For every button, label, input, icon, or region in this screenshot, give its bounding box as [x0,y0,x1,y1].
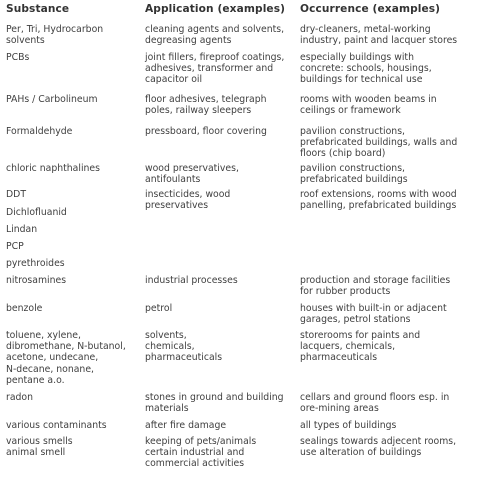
cell-occurrence: sealings towards adjecent rooms, use alteration of buildings [300,436,457,459]
cell-application: cleaning agents and solvents, degreasing agents [145,24,285,47]
cell-substance: Lindan [6,224,38,235]
cell-substance: Formaldehyde [6,126,73,137]
cell-application: petrol [145,303,173,314]
header-substance: Substance [6,3,70,15]
cell-application: stones in ground and building materials [145,392,284,415]
header-application: Application (examples) [145,3,286,15]
cell-substance: PCBs [6,52,30,63]
cell-application: joint fillers, fireproof coatings, adhesives, transformer and capacitor oil [145,52,285,86]
cell-substance: PAHs / Carbolineum [6,94,98,105]
cell-substance: various contaminants [6,420,107,431]
cell-application: floor adhesives, telegraph poles, railway sleepers [145,94,267,117]
cell-occurrence: dry-cleaners, metal-working industry, paint and lacquer stores [300,24,458,47]
cell-application: insecticides, wood preservatives [145,189,231,212]
cell-occurrence: all types of buildings [300,420,397,431]
cell-occurrence: production and storage facilities for rubber products [300,275,451,298]
cell-application: wood preservatives, antifoulants [145,163,239,186]
cell-substance: pyrethroides [6,258,65,269]
cell-substance: nitrosamines [6,275,67,286]
header-occurrence: Occurrence (examples) [300,3,441,15]
cell-substance: benzole [6,303,43,314]
cell-application: keeping of pets/animals certain industrial and commercial activities [145,436,257,470]
cell-occurrence: pavilion constructions, prefabricated buildings, walls and floors (chip board) [300,126,458,160]
cell-occurrence: especially buildings with concrete: schools, housings, buildings for technical use [300,52,432,86]
cell-application: industrial processes [145,275,238,286]
cell-substance: chloric naphthalines [6,163,100,174]
cell-substance: Dichlofluanid [6,207,67,218]
cell-occurrence: houses with built-in or adjacent garages, petrol stations [300,303,447,326]
cell-occurrence: cellars and ground floors esp. in ore-mining areas [300,392,450,415]
cell-substance: PCP [6,241,24,252]
cell-application: after fire damage [145,420,227,431]
cell-substance: various smells animal smell [6,436,73,459]
cell-application: pressboard, floor covering [145,126,267,137]
cell-substance: Per, Tri, Hydrocarbon solvents [6,24,104,47]
cell-substance: DDT [6,189,26,200]
cell-occurrence: rooms with wooden beams in ceilings or framework [300,94,437,117]
cell-substance: radon [6,392,34,403]
cell-occurrence: storerooms for paints and lacquers, chemicals, pharmaceuticals [300,330,421,364]
cell-occurrence: roof extensions, rooms with wood panelling, prefabricated buildings [300,189,457,212]
cell-occurrence: pavilion constructions, prefabricated buildings [300,163,408,186]
cell-application: solvents, chemicals, pharmaceuticals [145,330,223,364]
cell-substance: toluene, xylene, dibromethane, N-butanol, acetone, undecane, N-decane, nonane, pentane a.o. [6,330,126,386]
